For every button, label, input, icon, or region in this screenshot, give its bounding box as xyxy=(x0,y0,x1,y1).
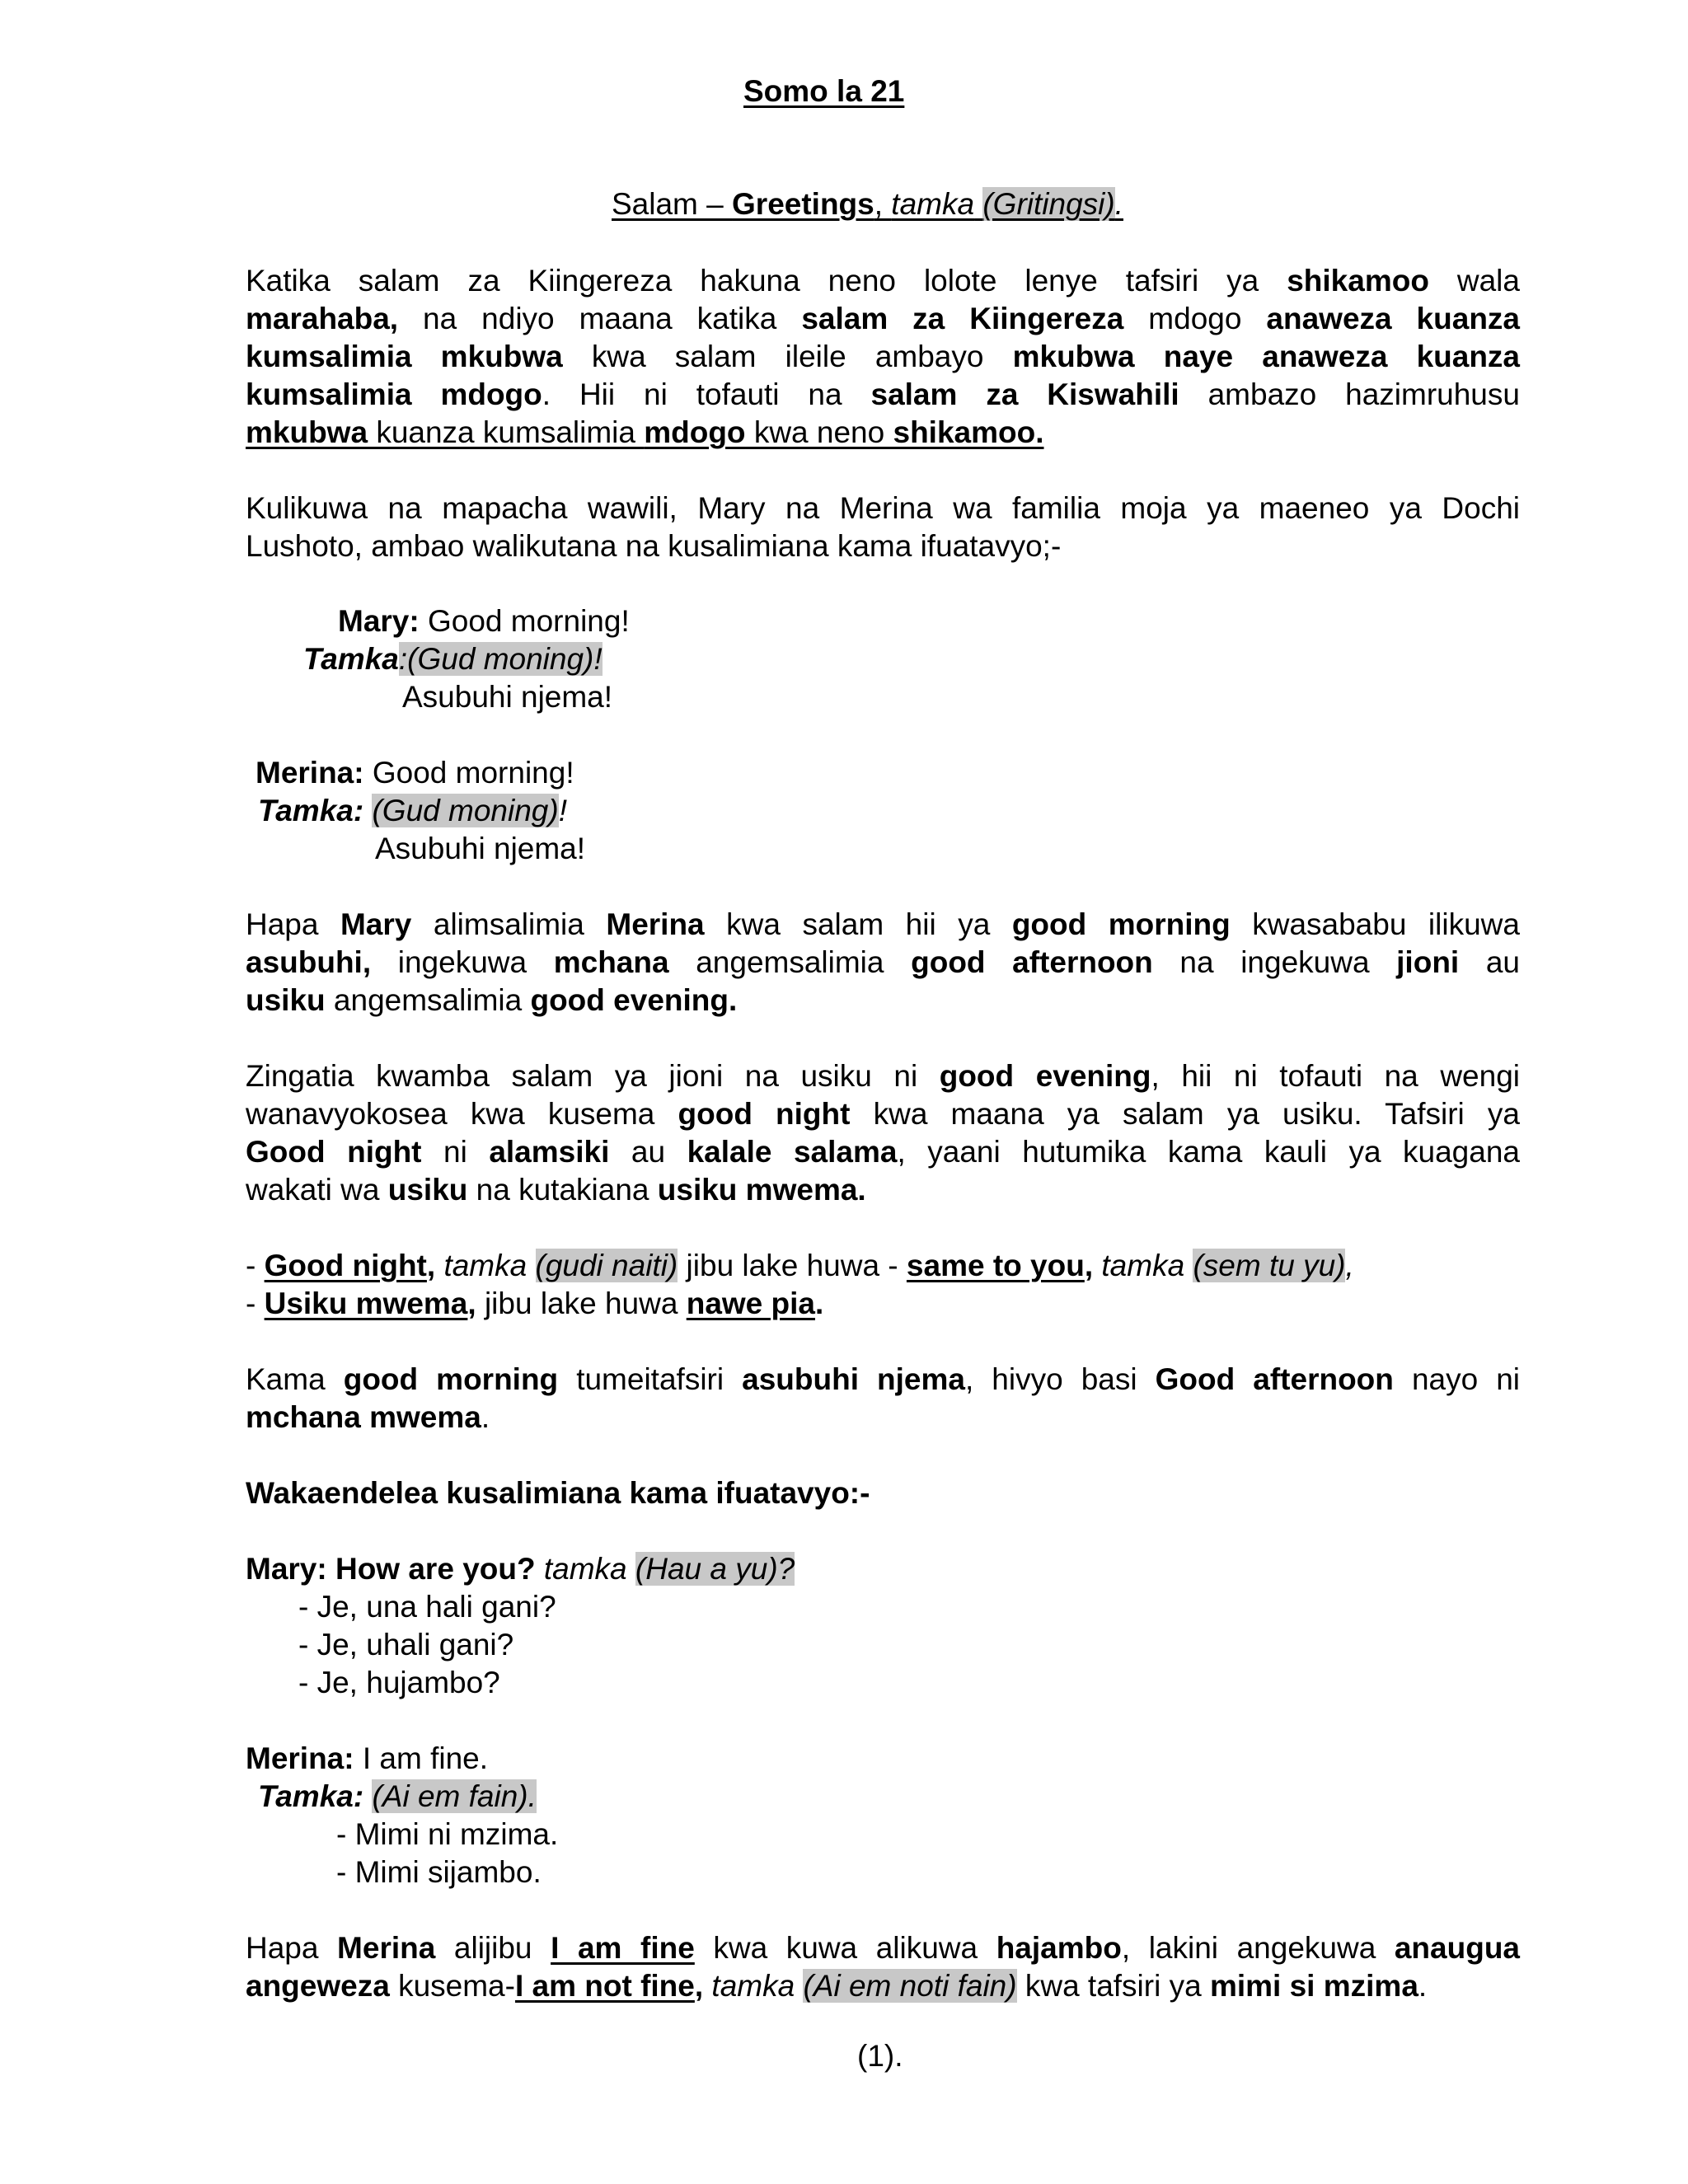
paragraph-morning: Hapa Mary alimsalimia Merina kwa salam hii ya good morning kwasababu ilikuwa asubuhi, ingekuwa mchana angemsalimia good afternoon na ingekuwa jioni au usiku angemsalimia good evening. xyxy=(246,907,1520,1017)
dialog2-option: - Je, uhali gani? xyxy=(298,1628,514,1661)
dialog-mary-tamka: Tamka:(Gud moning)! xyxy=(303,642,603,676)
good-night-line: - Good night, tamka (gudi naiti) jibu lake huwa - same to you, tamka (sem tu yu), xyxy=(246,1249,1354,1282)
dialog2-answer: - Mimi ni mzima. xyxy=(336,1817,559,1851)
dialog-merina-line: Merina: Good morning! xyxy=(256,756,574,790)
dialog2-merina-tamka: Tamka: (Ai em fain). xyxy=(258,1779,537,1813)
paragraph-twins: Kulikuwa na mapacha wawili, Mary na Merina wa familia moja ya maeneo ya Dochi Lushoto, ambao walikutana na kusalimiana kama ifuatavyo;- xyxy=(246,491,1520,563)
dialog2-option: - Je, una hali gani? xyxy=(298,1590,556,1624)
usiku-mwema-line: - Usiku mwema, jibu lake huwa nawe pia. xyxy=(246,1286,824,1320)
lesson-title: Somo la 21 xyxy=(743,74,905,108)
dialog-mary-translation: Asubuhi njema! xyxy=(402,680,613,714)
dialog-merina-tamka: Tamka: (Gud moning)! xyxy=(258,794,567,827)
dialog2-mary-question: Mary: How are you? tamka (Hau a yu)? xyxy=(246,1552,795,1586)
dialog-merina-translation: Asubuhi njema! xyxy=(375,832,586,865)
dialog2-answer: - Mimi sijambo. xyxy=(336,1855,542,1889)
paragraph-afternoon: Kama good morning tumeitafsiri asubuhi njema, hivyo basi Good afternoon nayo ni mchana mwema. xyxy=(246,1362,1521,1434)
paragraph-fine: Hapa Merina alijibu I am fine kwa kuwa alikuwa hajambo, lakini angekuwa anaugua angeweza kusema-I am not fine, tamka (Ai em noti fain) kwa tafsiri ya mimi si mzima. xyxy=(246,1931,1520,2003)
dialog-mary-line: Mary: Good morning! xyxy=(338,604,630,638)
page-number: (1). xyxy=(857,2039,903,2073)
paragraph-evening: Zingatia kwamba salam ya jioni na usiku ni good evening, hii ni tofauti na wengi wanavyokosea kwa kusema good night kwa maana ya salam ya usiku. Tafsiri ya Good night ni alamsiki au kalale salama, yaani hutumika kama kauli ya kuagana wakati wa usiku na kutakiana usiku mwema. xyxy=(246,1059,1520,1207)
paragraph-intro: Katika salam za Kiingereza hakuna neno lolote lenye tafsiri ya shikamoo wala marahaba, na ndiyo maana katika salam za Kiingereza mdogo anaweza kuanza kumsalimia mkubwa kwa salam ileile ambayo mkubwa naye anaweza kuanza kumsalimia mdogo. Hii ni tofauti na salam za Kiswahili ambazo hazimruhusu mkubwa kuanza kumsalimia mdogo kwa neno shikamoo. xyxy=(246,264,1521,449)
greetings-heading: Salam – Greetings, tamka (Gritingsi). xyxy=(612,187,1123,221)
continue-heading: Wakaendelea kusalimiana kama ifuatavyo:- xyxy=(246,1476,870,1510)
dialog2-option: - Je, hujambo? xyxy=(298,1666,500,1699)
dialog2-merina-line: Merina: I am fine. xyxy=(246,1741,489,1775)
